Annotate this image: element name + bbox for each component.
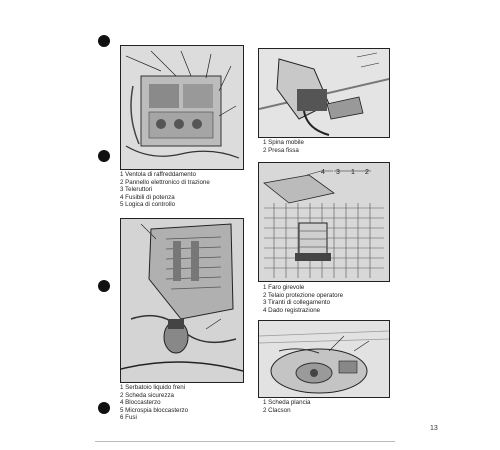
caption-line: 3 Tiranti di collegamento <box>263 299 331 307</box>
caption-line: 2 Pannello elettronico di trazione <box>120 178 210 186</box>
caption-line: 2 Presa fissa <box>263 146 299 154</box>
caption-figure-2 <box>263 139 304 154</box>
caption-line: 1 Serbatoio liquido freni <box>120 384 186 391</box>
page-number: 13 <box>430 425 438 432</box>
caption-line: 2 Telaio protezione operatore <box>263 291 344 299</box>
caption-figure-5 <box>263 399 310 414</box>
photo-dashboard-horn <box>258 320 390 398</box>
caption-line: 5 Microspia bloccasterzo <box>120 406 189 414</box>
bottom-rule <box>95 441 395 442</box>
caption-line: 2 Scheda sicurezza <box>120 391 174 399</box>
caption-line: 4 Dado registrazione <box>263 306 321 314</box>
caption-line: 6 Fusi <box>120 414 137 422</box>
binder-hole <box>98 280 110 292</box>
photo-beacon-guard <box>258 162 390 282</box>
callout-label: 2 <box>365 169 369 176</box>
caption-line: 1 Faro girevole <box>263 284 305 291</box>
caption-line: 1 Spina mobile <box>263 139 304 146</box>
caption-line: 4 Bloccasterzo <box>120 399 161 407</box>
caption-line: 2 Clacson <box>263 406 291 414</box>
caption-line: 1 Scheda plancia <box>263 399 311 406</box>
caption-figure-4 <box>120 384 188 422</box>
binder-hole <box>98 150 110 162</box>
caption-figure-3 <box>263 284 343 314</box>
callout-label: 3 <box>336 169 340 176</box>
photo-traction-panel <box>120 45 244 170</box>
caption-line: 1 Ventola di raffreddamento <box>120 171 196 178</box>
caption-line: 5 Logica di controllo <box>120 201 176 209</box>
caption-figure-1 <box>120 171 210 209</box>
caption-line: 3 Teleruttori <box>120 186 153 194</box>
callout-label: 1 <box>351 169 355 176</box>
binder-hole <box>98 35 110 47</box>
caption-line: 4 Fusibili di potenza <box>120 193 175 201</box>
binder-hole <box>98 402 110 414</box>
callout-label: 4 <box>321 169 325 176</box>
photo-connector <box>258 48 390 138</box>
photo-brake-safety <box>120 218 244 383</box>
